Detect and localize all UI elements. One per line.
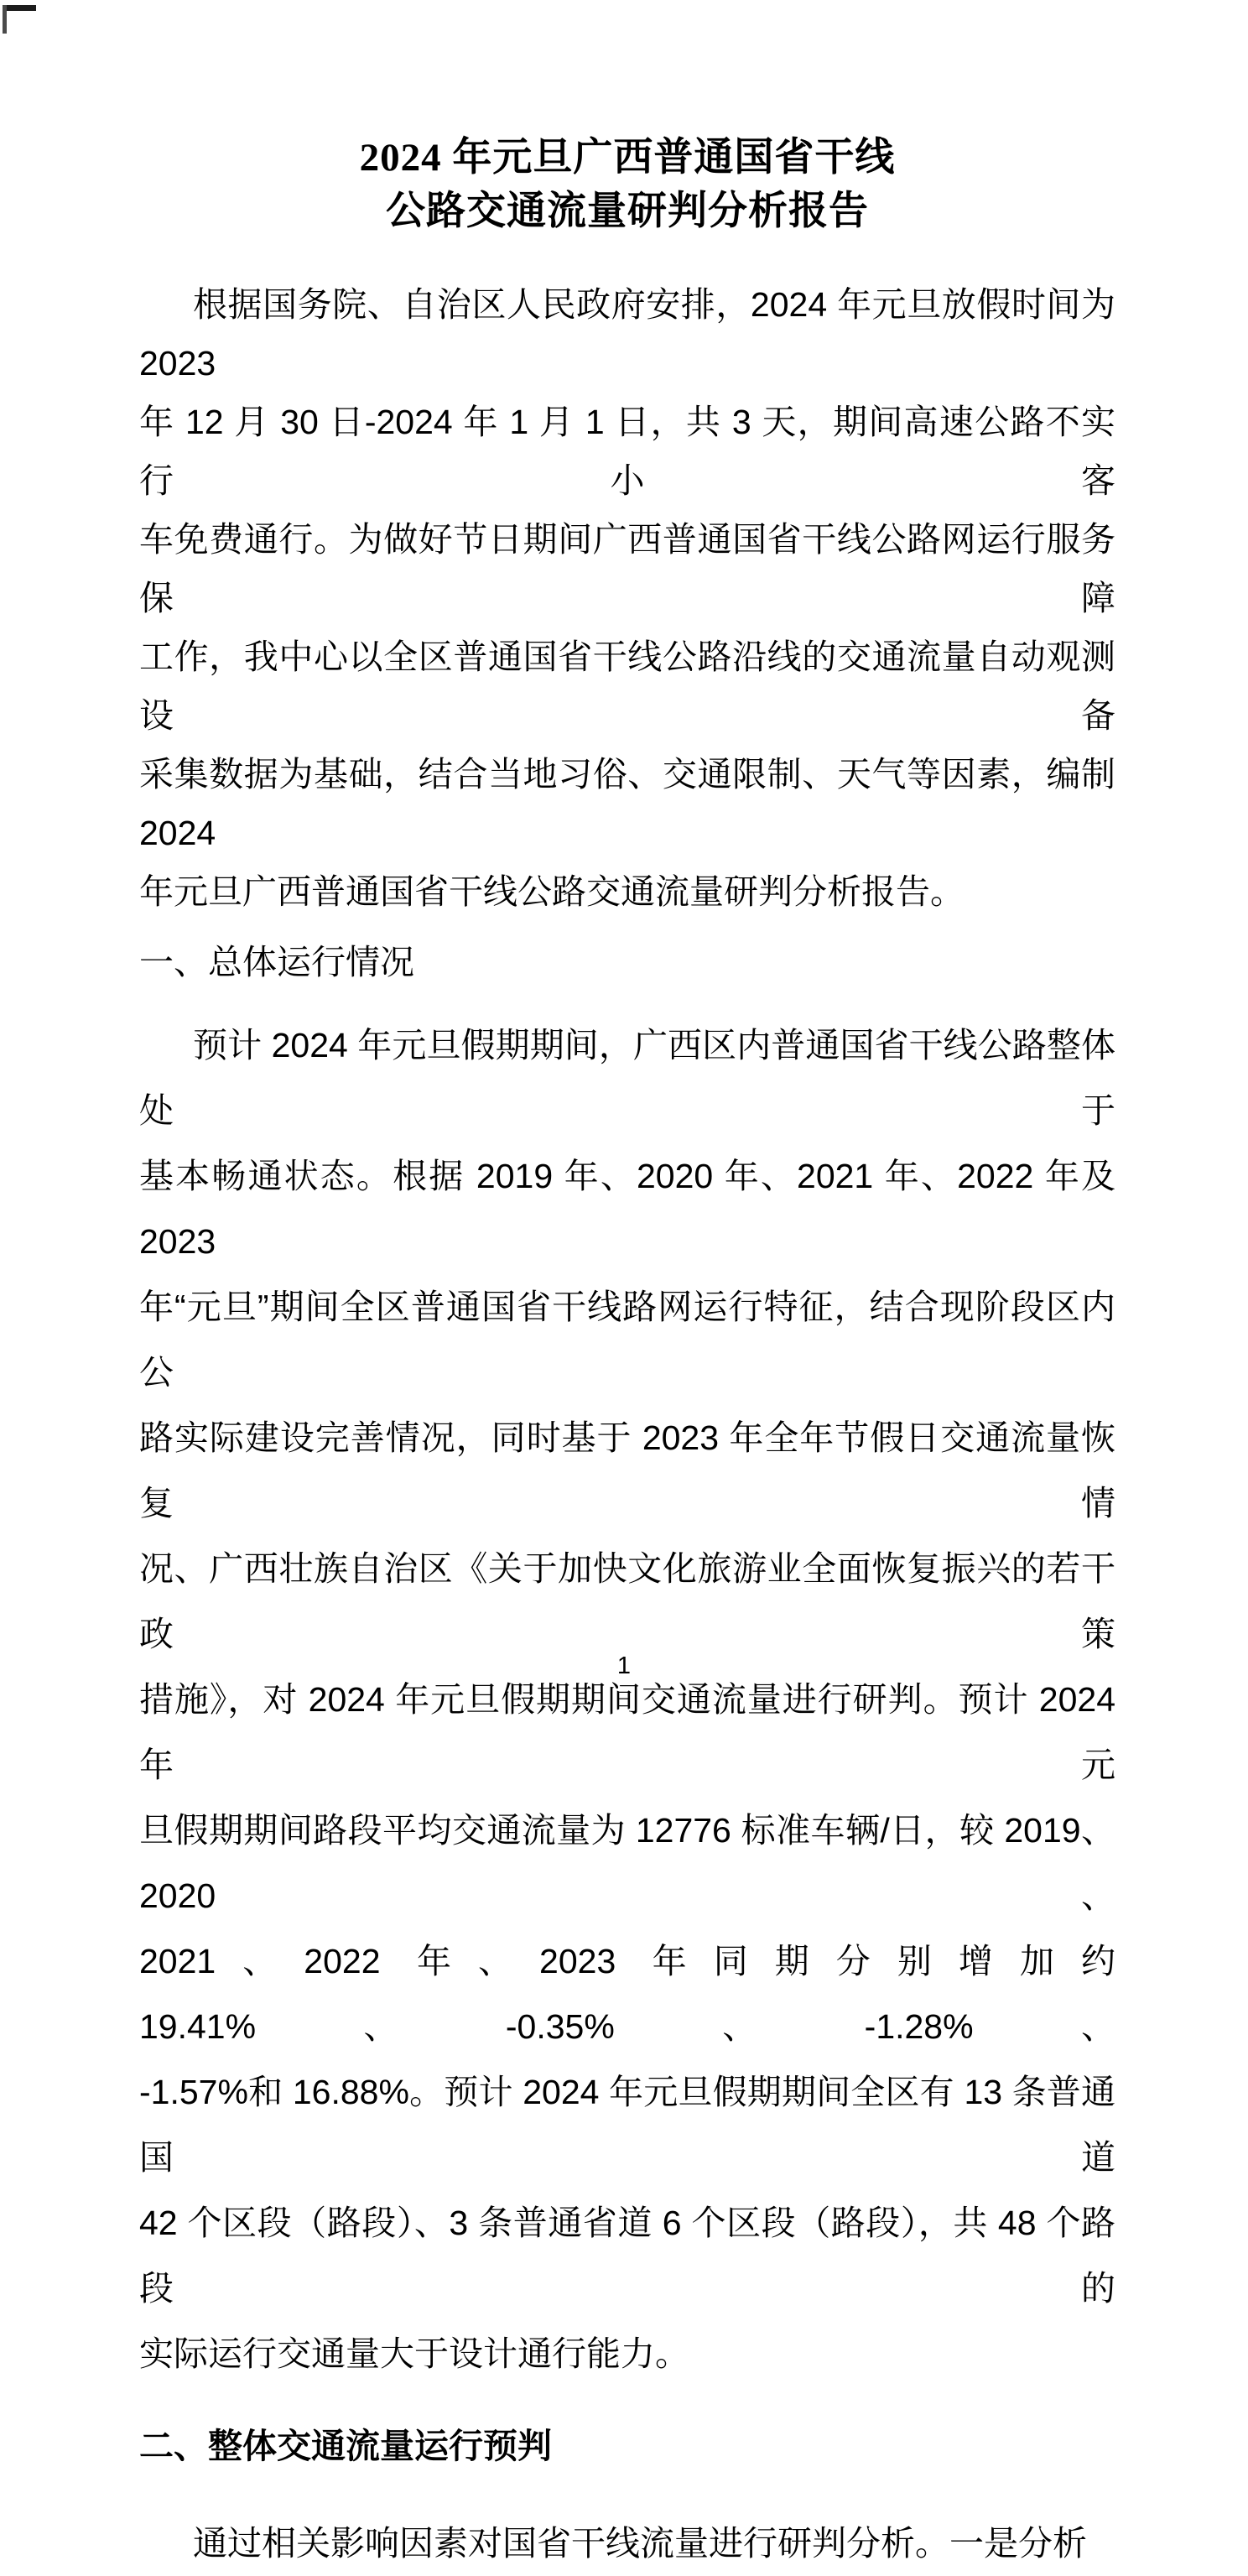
- text-line: 年“元旦”期间全区普通国省干线路网运行特征，结合现阶段区内公: [139, 1288, 1115, 1392]
- section1-paragraph: [139, 1012, 1115, 2386]
- text-line: 预计 2024 年元旦假期期间，广西区内普通国省干线公路整体处于: [139, 1026, 1115, 1130]
- text-line: 基本畅通状态。根据 2019 年、2020 年、2021 年、2022 年及 2023: [139, 1157, 1115, 1261]
- page-number: 1: [616, 1652, 632, 1679]
- text-line: 采集数据为基础，结合当地习俗、交通限制、天气等因素，编制 2024: [139, 755, 1115, 852]
- text-line: 旦假期期间路段平均交通流量为 12776 标准车辆/日，较 2019、2020、: [139, 1811, 1115, 1915]
- document-content: [139, 0, 1115, 2576]
- text-line: 年 12 月 30 日-2024 年 1 月 1 日，共 3 天，期间高速公路不实行小客: [139, 403, 1115, 500]
- section1-heading: 一、总体运行情况: [139, 943, 414, 981]
- intro-paragraph: [139, 275, 1115, 921]
- text-line: 42 个区段（路段）、3 条普通省道 6 个区段（路段），共 48 个路段的: [139, 2204, 1115, 2308]
- document-title: [139, 0, 1115, 238]
- document-title-line2: 公路交通流量研判分析报告: [386, 190, 869, 233]
- text-line: 车免费通行。为做好节日期间广西普通国省干线公路网运行服务保障: [139, 520, 1115, 617]
- section2-paragraph: [139, 2511, 1115, 2576]
- section2-heading: 二、整体交通流量运行预判: [139, 2427, 552, 2465]
- text-line: 工作，我中心以全区普通国省干线公路沿线的交通流量自动观测设备: [139, 637, 1115, 735]
- text-line: 实际运行交通量大于设计通行能力。: [139, 2334, 689, 2373]
- document-title-line1: 2024 年元旦广西普通国省干线: [359, 136, 896, 180]
- text-line: 通过相关影响因素对国省干线流量进行研判分析。一是分析: [193, 2524, 1087, 2563]
- text-line: 根据国务院、自治区人民政府安排，2024 年元旦放假时间为 2023: [139, 285, 1115, 382]
- text-line: 2021、2022 年、2023 年同期分别增加约 19.41%、-0.35%、-1.28%、: [139, 1942, 1115, 2046]
- text-line: 措施》，对 2024 年元旦假期期间交通流量进行研判。预计 2024 年元: [139, 1680, 1115, 1784]
- text-line: 路实际建设完善情况，同时基于 2023 年全年节假日交通流量恢复情: [139, 1418, 1115, 1522]
- text-line: -1.57%和 16.88%。预计 2024 年元旦假期期间全区有 13 条普通国道: [139, 2073, 1115, 2177]
- text-line: 年元旦广西普通国省干线公路交通流量研判分析报告。: [139, 872, 965, 911]
- scan-artifact-mark: [3, 5, 36, 11]
- scan-artifact-mark: [3, 5, 7, 34]
- text-line: 况、广西壮族自治区《关于加快文化旅游业全面恢复振兴的若干政策: [139, 1549, 1115, 1653]
